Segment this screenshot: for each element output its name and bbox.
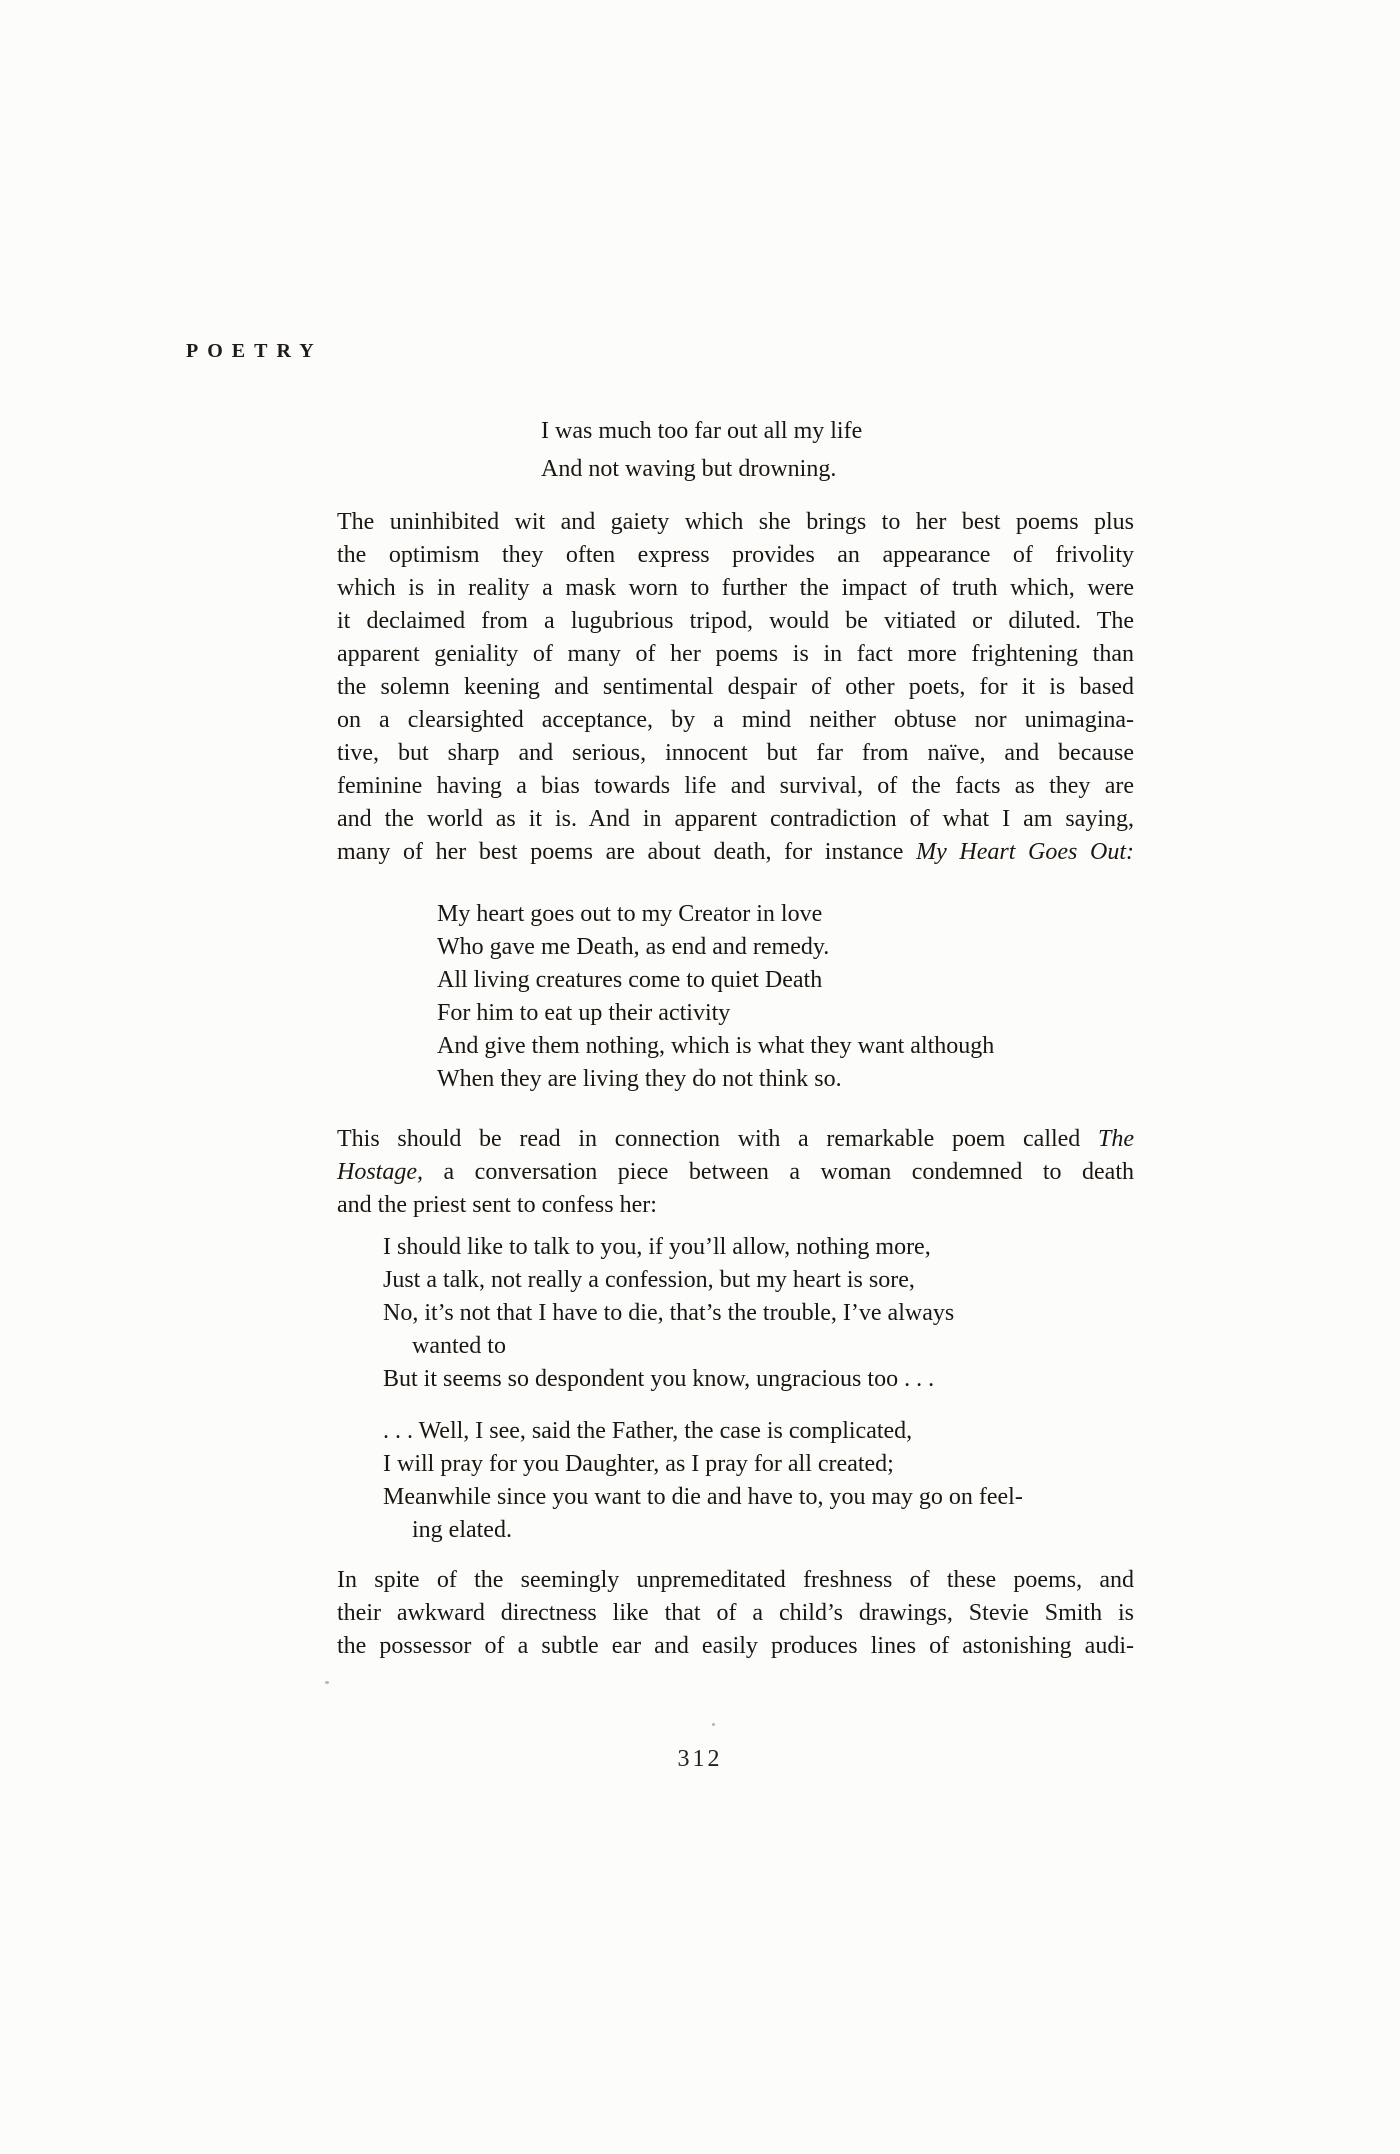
poem-line: . . . Well, I see, said the Father, the case is complicated, [383, 1418, 913, 1444]
poem-line: No, it’s not that I have to die, that’s the trouble, I’ve always [383, 1300, 955, 1326]
body-line: it declaimed from a lugubrious tripod, would be vitiated or diluted. The [337, 608, 1134, 634]
poem-line: All living creatures come to quiet Death [437, 967, 823, 993]
paragraph-1 [337, 506, 1134, 869]
running-header: POETRY [186, 340, 323, 362]
body-line: their awkward directness like that of a child’s drawings, Stevie Smith is [337, 1600, 1134, 1626]
body-line: the optimism they often express provides an appearance of frivolity [337, 542, 1134, 568]
poem-line-continuation: ing elated. [412, 1517, 512, 1543]
body-text: many of her best poems are about death, for instance [337, 839, 917, 865]
scan-speck [325, 1681, 329, 1684]
poem-line-continuation: wanted to [412, 1333, 506, 1359]
body-line: The uninhibited wit and gaiety which she brings to her best poems plus [337, 509, 1134, 535]
body-text: This should be read in connection with a remarkable poem called [337, 1126, 1098, 1152]
body-line: and the priest sent to confess her: [337, 1192, 657, 1218]
paragraph-3 [337, 1564, 1134, 1663]
body-line: on a clearsighted acceptance, by a mind neither obtuse nor unimagina- [337, 707, 1134, 733]
poem-line: When they are living they do not think so. [437, 1066, 842, 1092]
body-line [337, 836, 1134, 869]
body-line: the solemn keening and sentimental despair of other poets, for it is based [337, 674, 1134, 700]
body-line: which is in reality a mask worn to further the impact of truth which, were [337, 575, 1134, 601]
hostage-quote-stanza-1 [383, 1231, 954, 1396]
poem-line: I will pray for you Daughter, as I pray for all created; [383, 1451, 894, 1477]
poem-line: My heart goes out to my Creator in love [437, 901, 823, 927]
page-number: 312 [677, 1746, 723, 1772]
paragraph-2 [337, 1123, 1134, 1222]
poem-title-reference: Hostage, [337, 1159, 423, 1185]
scan-speck [712, 1723, 715, 1726]
poem-my-heart-goes-out [437, 898, 994, 1096]
poem-title-reference: The [1098, 1126, 1134, 1152]
poem-line: Meanwhile since you want to die and have to, you may go on feel- [383, 1484, 1023, 1510]
body-line: the possessor of a subtle ear and easily produces lines of astonishing audi- [337, 1633, 1134, 1659]
poem-line: Just a talk, not really a confession, but my heart is sore, [383, 1267, 915, 1293]
epigraph-poem [541, 412, 862, 488]
poem-line: Who gave me Death, as end and remedy. [437, 934, 830, 960]
body-line: In spite of the seemingly unpremeditated freshness of these poems, and [337, 1567, 1134, 1593]
body-line: and the world as it is. And in apparent contradiction of what I am saying, [337, 806, 1134, 832]
body-line: tive, but sharp and serious, innocent but far from naïve, and because [337, 740, 1134, 766]
body-line [337, 1123, 1134, 1156]
poem-line: And not waving but drowning. [541, 456, 837, 482]
poem-line: I should like to talk to you, if you’ll allow, nothing more, [383, 1234, 931, 1260]
poem-line: For him to eat up their activity [437, 1000, 731, 1026]
body-line: apparent geniality of many of her poems is in fact more frightening than [337, 641, 1134, 667]
body-line [337, 1156, 1134, 1189]
body-text: a conversation piece between a woman condemned to death [423, 1159, 1134, 1185]
poem-line: But it seems so despondent you know, ungracious too . . . [383, 1366, 935, 1392]
poem-line: And give them nothing, which is what they want although [437, 1033, 995, 1059]
poem-line: I was much too far out all my life [541, 418, 863, 444]
poem-title-reference: My Heart Goes Out: [916, 839, 1135, 865]
body-line: feminine having a bias towards life and survival, of the facts as they are [337, 773, 1134, 799]
hostage-quote-stanza-2 [383, 1415, 1023, 1547]
